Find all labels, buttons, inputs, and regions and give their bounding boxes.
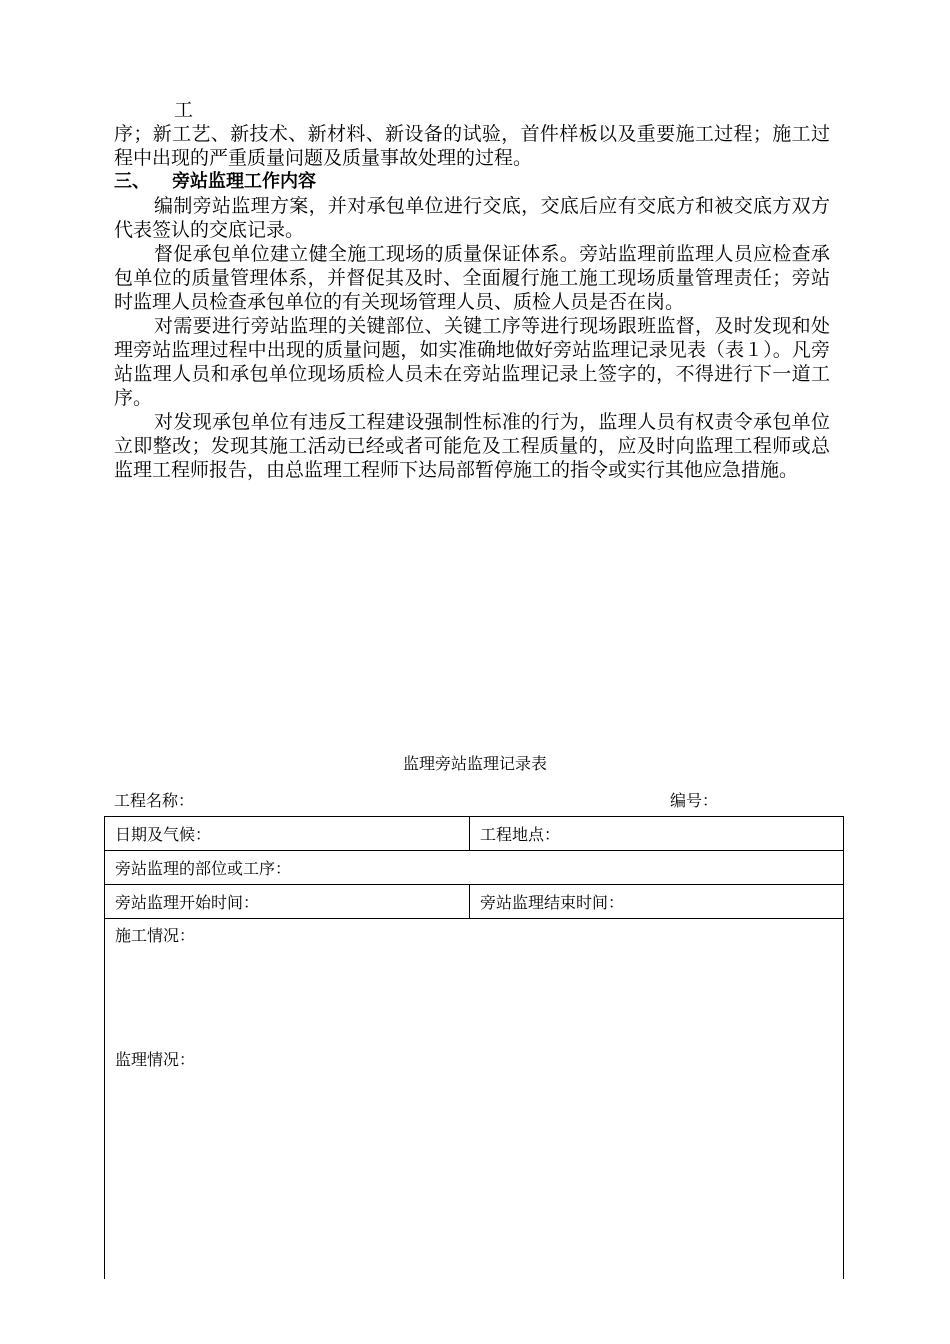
status-cell [105, 919, 844, 1279]
section-3-number: 三、 [114, 171, 150, 192]
start-time-cell: 旁站监理开始时间： [105, 885, 470, 919]
table-row [105, 817, 844, 851]
record-form-title: 监理旁站监理记录表 [402, 754, 547, 773]
section-3-heading [114, 170, 830, 194]
construction-status-label: 施工情况： [115, 926, 196, 945]
paragraph-4: 对发现承包单位有违反工程建设强制性标准的行为，监理人员有权责令承包单位立即整改；发现其施工活动已经或者可能危及工程质量的，应及时向监理工程师或总监理工程师报告，由总监理工程师下达局部暂停施工的指令或实行其他应急措施。 [114, 411, 830, 481]
part-process-cell: 旁站监理的部位或工序： [105, 851, 844, 885]
paragraph-2: 督促承包单位建立健全施工现场的质量保证体系。旁站监理前监理人员应检查承包单位的质量管理体系，并督促其及时、全面履行施工施工现场质量管理责任；旁站时监理人员检查承包单位的有关现场管理人员、质检人员是否在岗。 [114, 243, 830, 313]
location-cell: 工程地点： [470, 817, 844, 851]
end-time-cell: 旁站监理结束时间： [470, 885, 844, 919]
supervision-status-label: 监理情况： [115, 1050, 196, 1069]
section-3-title: 旁站监理工作内容 [172, 171, 316, 192]
intro-line-first: 工 [174, 99, 194, 121]
table-row [105, 851, 844, 885]
record-form-meta-row [114, 788, 844, 812]
date-weather-cell: 日期及气候： [105, 817, 470, 851]
paragraph-1: 编制旁站监理方案，并对承包单位进行交底，交底后应有交底方和被交底方双方代表签认的交底记录。 [114, 195, 830, 241]
serial-number-label: 编号： [670, 791, 719, 810]
table-row [105, 919, 844, 1279]
record-form-table [104, 816, 844, 1279]
project-name-label: 工程名称： [114, 791, 195, 810]
paragraph-3: 对需要进行旁站监理的关键部位、关键工序等进行现场跟班监督，及时发现和处理旁站监理过程中出现的质量问题，如实准确地做好旁站监理记录见表（表１）。凡旁站监理人员和承包单位现场质检人员未在旁站监理记录上签字的，不得进行下一道工序。 [114, 315, 830, 409]
intro-paragraph-rest: 序；新工艺、新技术、新材料、新设备的试验，首件样板以及重要施工过程；施工过程中出现的严重质量问题及质量事故处理的过程。 [114, 123, 830, 169]
body-text [114, 98, 830, 482]
table-row [105, 885, 844, 919]
